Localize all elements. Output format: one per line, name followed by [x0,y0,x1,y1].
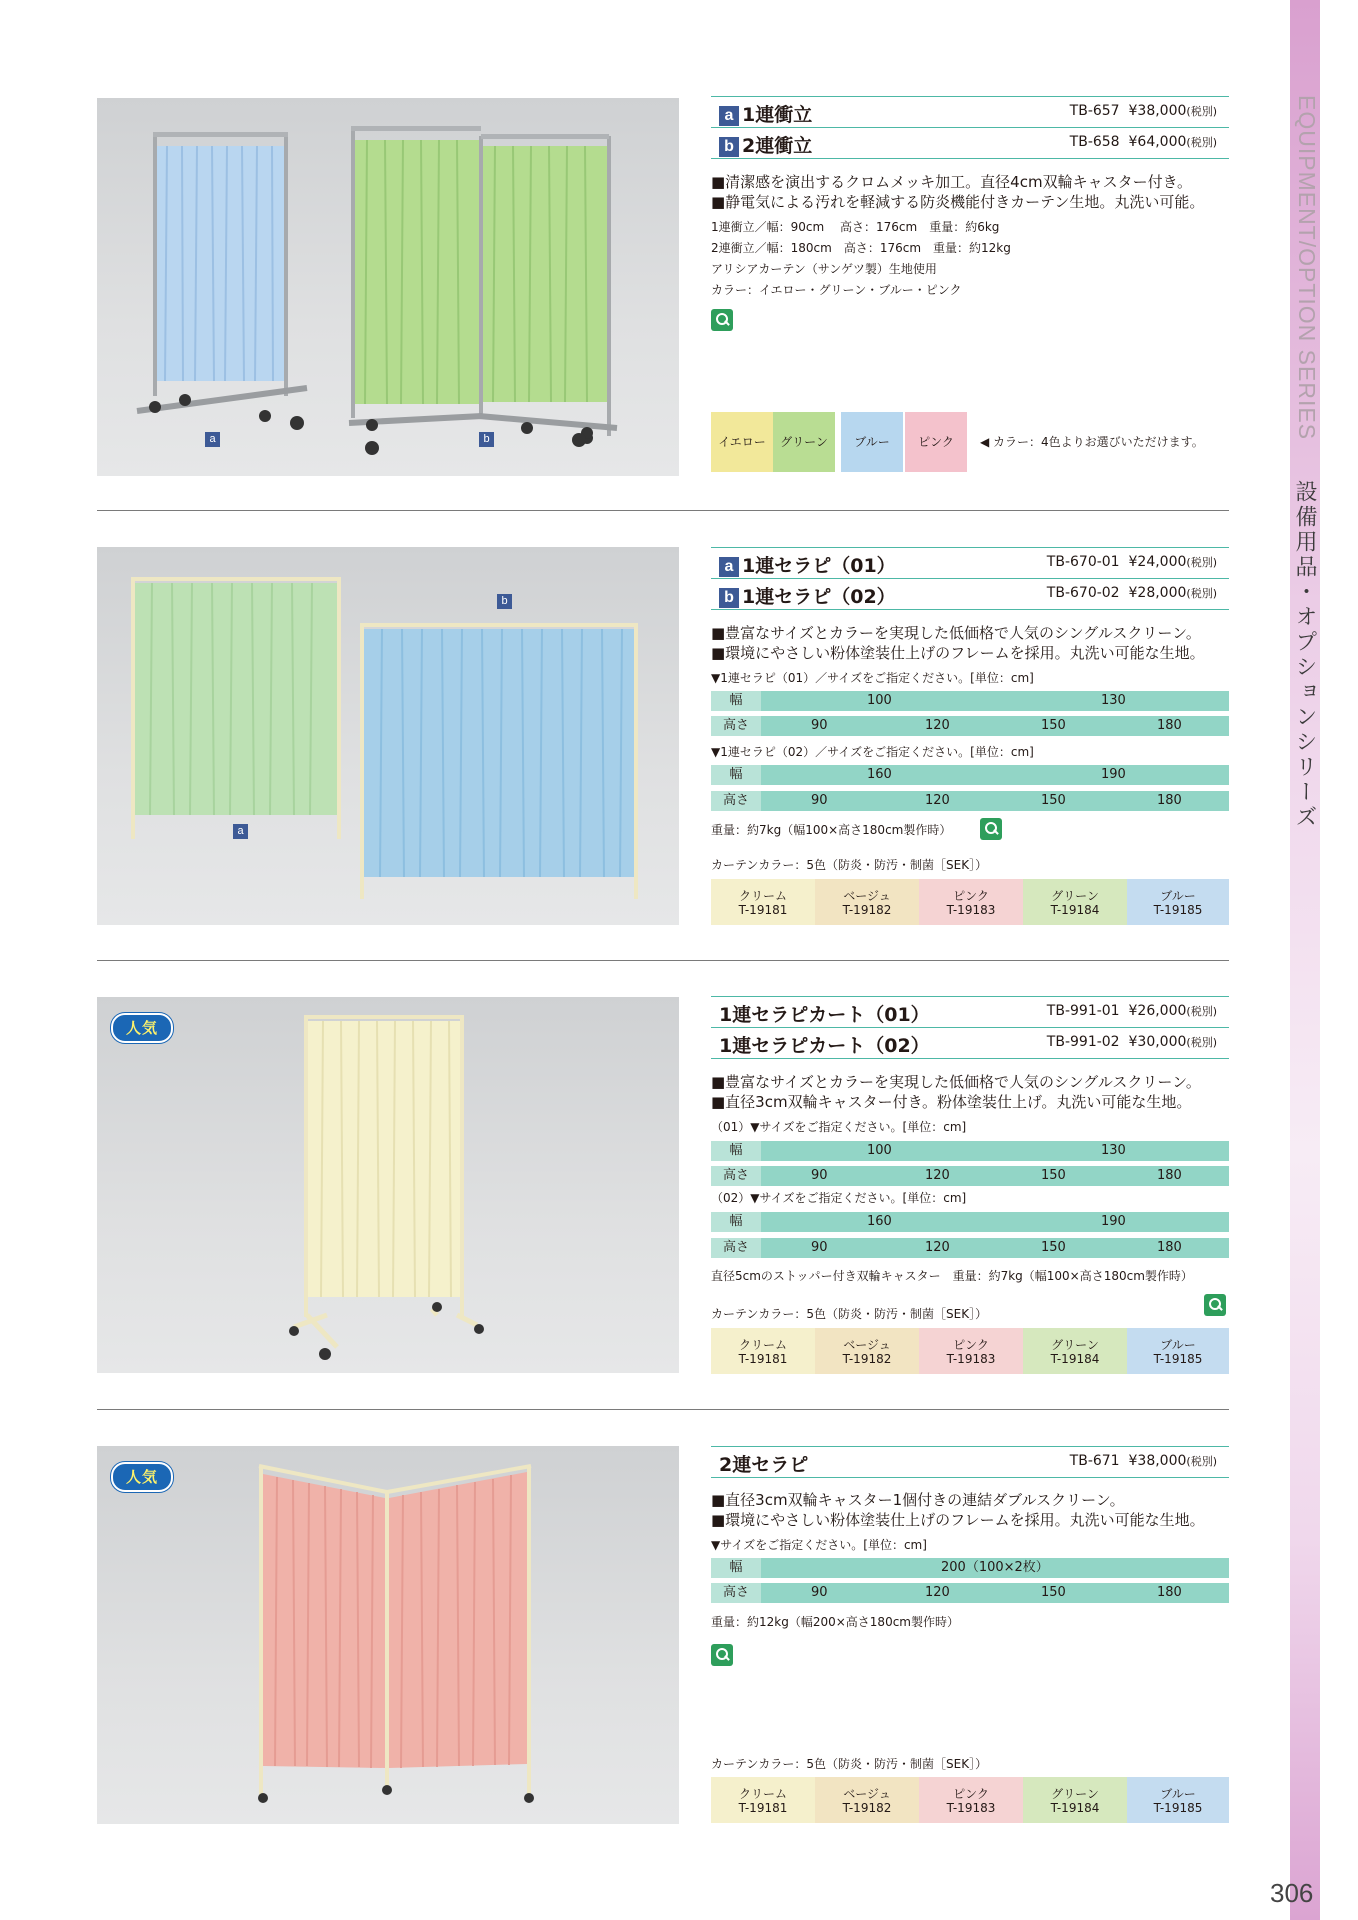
desc-line: ■環境にやさしい粉体塗装仕上げのフレームを採用。丸洗い可能な生地。 [711,644,1205,662]
curtain-swatch: ピンク T-19183 [919,1328,1023,1374]
curtain-swatch: ベージュ T-19182 [815,879,919,925]
size-row-width: 幅 100 130 [711,691,1229,711]
curtain-swatch: ベージュ T-19182 [815,1777,919,1823]
table-title: （02）▼サイズをご指定ください。[単位：cm] [711,1191,967,1205]
tax-note: (税別) [1186,136,1217,149]
curtain-color-title: カーテンカラー：5色（防炎・防汚・制菌［SEK］） [711,1307,988,1321]
section-divider [97,960,1229,961]
photo-label-a: a [233,824,248,839]
product-code: TB-670-01 [1046,554,1120,570]
product-line [711,996,1229,1027]
size-row-width: 幅 200（100×2枚） [711,1558,1229,1578]
search-icon [711,309,733,331]
product-price: ¥26,000 [1128,1003,1187,1019]
curtain-swatch: ブルー T-19185 [1127,1328,1229,1374]
popular-badge: 人気 [111,1013,173,1043]
product-code: TB-671 [1069,1453,1120,1469]
desc-line: ■清潔感を演出するクロムメッキ加工。直径4cm双輪キャスター付き。 [711,173,1192,191]
tax-note: (税別) [1186,105,1217,118]
product-code: TB-991-01 [1046,1003,1120,1019]
product-price: ¥30,000 [1128,1034,1187,1050]
size-row-height: 高さ 90 120 150 180 [711,716,1229,736]
item-box-a: a [719,557,739,577]
tax-note: (税別) [1186,1005,1217,1018]
product-name: 2連セラピ [719,1454,809,1476]
spec-line: 1連衝立／幅：90cm 高さ：176cm 重量：約6kg [711,220,1000,234]
product-price: ¥38,000 [1128,103,1187,119]
weight-note: 重量：約7kg（幅100×高さ180cm製作時） [711,823,952,837]
curtain-color-title: カーテンカラー：5色（防炎・防汚・制菌［SEK］） [711,1757,988,1771]
product-name: 1連セラピカート（01） [719,1004,930,1026]
search-icon [980,818,1002,840]
photo-double-therapy [97,1446,679,1824]
curtain-swatch: クリーム T-19181 [711,1328,815,1374]
caster-weight-note: 直径5cmのストッパー付き双輪キャスター 重量：約7kg（幅100×高さ180cm製作時） [711,1269,1193,1283]
tax-note: (税別) [1186,1036,1217,1049]
section-divider [97,1409,1229,1410]
product-code: TB-991-02 [1046,1034,1120,1050]
side-title-jp: 設備用品・オプションシリーズ [1292,480,1317,830]
color-swatch-green: グリーン [773,412,835,472]
desc-line: ■直径3cm双輪キャスター付き。粉体塗装仕上げ。丸洗い可能な生地。 [711,1093,1192,1111]
size-row-width: 幅 160 190 [711,1212,1229,1232]
curtain-swatch: ピンク T-19183 [919,879,1023,925]
product-line [711,127,1229,159]
desc-line: ■静電気による汚れを軽減する防炎機能付きカーテン生地。丸洗い可能。 [711,193,1205,211]
product-name: 1連セラピ（02） [742,586,896,608]
photo-label-a: a [205,432,220,447]
popular-badge: 人気 [111,1462,173,1492]
color-swatch-pink: ピンク [905,412,967,472]
curtain-swatch: ブルー T-19185 [1127,1777,1229,1823]
section-divider [97,510,1229,511]
spec-line: 2連衝立／幅：180cm 高さ：176cm 重量：約12kg [711,241,1011,255]
curtain-swatch: グリーン T-19184 [1023,879,1127,925]
item-box-b: b [719,137,739,157]
product-code: TB-657 [1069,103,1120,119]
product-name: 2連衝立 [742,135,813,157]
product-price: ¥28,000 [1128,585,1187,601]
tax-note: (税別) [1186,587,1217,600]
table-title: （01）▼サイズをご指定ください。[単位：cm] [711,1120,967,1134]
size-row-width: 幅 160 190 [711,765,1229,785]
screen-cart-illustration [97,997,679,1373]
table-title: ▼1連セラピ（02）／サイズをご指定ください。[単位：cm] [711,745,1034,759]
screens-illustration [97,547,679,925]
product-price: ¥64,000 [1128,134,1187,150]
tax-note: (税別) [1186,556,1217,569]
double-screen-illustration [97,1446,679,1824]
product-code: TB-670-02 [1046,585,1120,601]
color-swatch-yellow: イエロー [711,412,773,472]
photo-label-b: b [497,594,512,609]
curtain-swatch: グリーン T-19184 [1023,1777,1127,1823]
desc-line: ■豊富なサイズとカラーを実現した低価格で人気のシングルスクリーン。 [711,624,1201,642]
curtain-swatch: ベージュ T-19182 [815,1328,919,1374]
page-number: 306 [1270,1878,1314,1908]
desc-line: ■環境にやさしい粉体塗装仕上げのフレームを採用。丸洗い可能な生地。 [711,1511,1205,1529]
search-icon [711,1644,733,1666]
size-row-height: 高さ 90 120 150 180 [711,1238,1229,1258]
table-title: ▼サイズをご指定ください。[単位：cm] [711,1538,927,1552]
photo-therapy-screens [97,547,679,925]
curtain-swatch: クリーム T-19181 [711,879,815,925]
table-title: ▼1連セラピ（01）／サイズをご指定ください。[単位：cm] [711,671,1034,685]
product-price: ¥24,000 [1128,554,1187,570]
size-row-height: 高さ 90 120 150 180 [711,1583,1229,1603]
screens-illustration [97,98,679,476]
product-line [711,1446,1229,1478]
curtain-swatch: ピンク T-19183 [919,1777,1023,1823]
color-note: ◀ カラー：4色よりお選びいただけます。 [980,435,1204,449]
desc-line: ■直径3cm双輪キャスター1個付きの連結ダブルスクリーン。 [711,1491,1125,1509]
product-name: 1連セラピカート（02） [719,1035,930,1057]
photo-label-b: b [479,432,494,447]
product-price: ¥38,000 [1128,1453,1187,1469]
size-row-width: 幅 100 130 [711,1141,1229,1161]
curtain-swatch: クリーム T-19181 [711,1777,815,1823]
curtain-swatch: グリーン T-19184 [1023,1328,1127,1374]
tax-note: (税別) [1186,1455,1217,1468]
product-line [711,96,1229,127]
product-code: TB-658 [1069,134,1120,150]
item-box-a: a [719,106,739,126]
search-icon [1204,1294,1226,1316]
weight-note: 重量：約12kg（幅200×高さ180cm製作時） [711,1615,959,1629]
desc-line: ■豊富なサイズとカラーを実現した低価格で人気のシングルスクリーン。 [711,1073,1201,1091]
spec-line: アリシアカーテン（サンゲツ製）生地使用 [711,262,937,276]
curtain-swatch: ブルー T-19185 [1127,879,1229,925]
product-line [711,1027,1229,1059]
spec-line: カラー：イエロー・グリーン・ブルー・ピンク [711,283,962,297]
size-row-height: 高さ 90 120 150 180 [711,1166,1229,1186]
photo-screens-chrome [97,98,679,476]
curtain-color-title: カーテンカラー：5色（防炎・防汚・制菌［SEK］） [711,858,988,872]
item-box-b: b [719,588,739,608]
product-name: 1連セラピ（01） [742,555,896,577]
product-name: 1連衝立 [742,104,813,126]
product-line [711,578,1229,610]
product-line [711,547,1229,578]
size-row-height: 高さ 90 120 150 180 [711,791,1229,811]
color-swatch-blue: ブルー [841,412,903,472]
side-title-en: EQUIPMENT/OPTION SERIES [1294,95,1320,441]
photo-therapy-cart [97,997,679,1373]
